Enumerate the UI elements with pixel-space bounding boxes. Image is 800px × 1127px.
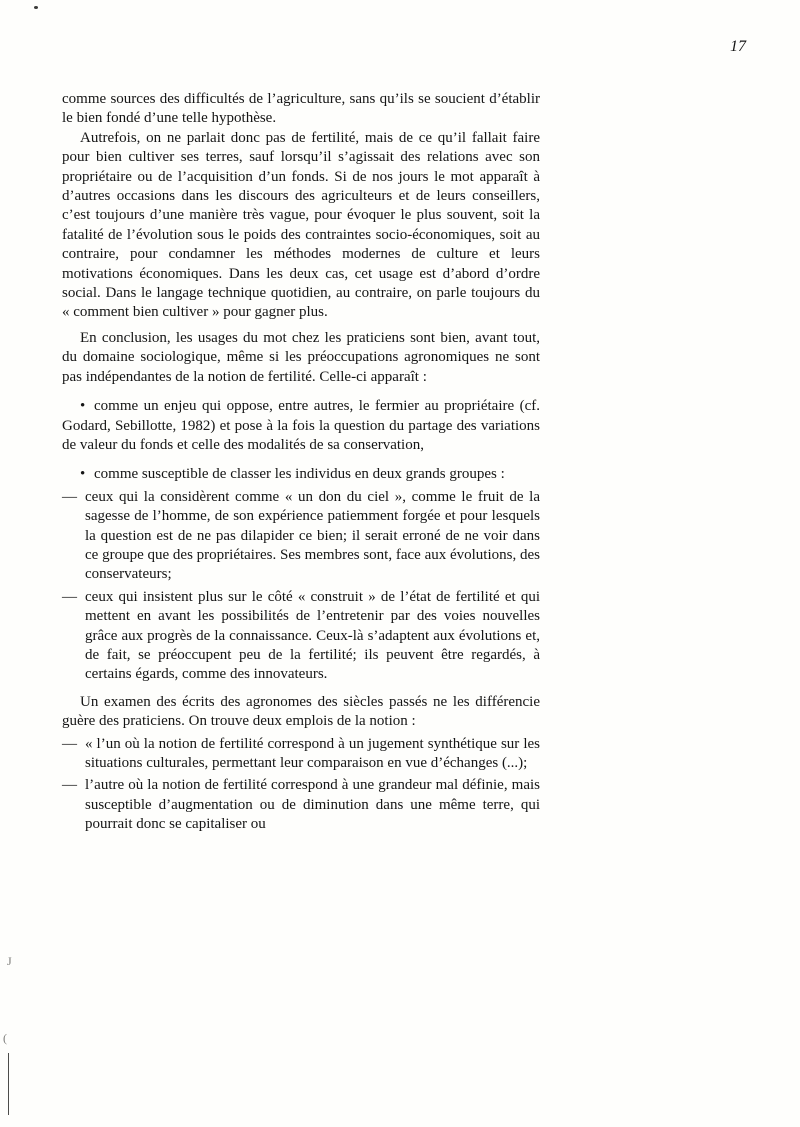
dash-icon: — — [62, 588, 77, 605]
paragraph-autrefois: Autrefois, on ne parlait donc pas de fertilité, mais de ce qu’il fallait faire pour bien cultiver ses terres, sauf lorsqu’il s’agissait des relations avec son propriétaire ou de l’acquisition d’un fonds. Si de nos jours le mot apparaît à d’autres occasions dans les discours des agriculteurs et de leurs conseillers, c’est toujours d’une manière très vague, pour évoquer le plus souvent, soit la fatalité de l’évolution sous le poids des contraintes socio-économiques, soit au contraire, pour condamner les méthodes modernes de culture et leurs motivations économiques. Dans les deux cas, cet usage est d’abord d’ordre social. Dans le langage technique quotidien, au contraire, on parle toujours du « comment bien cultiver » pour gagner plus. — [62, 129, 540, 321]
dash-text: l’autre où la notion de fertilité correspond à une grandeur mal définie, mais susceptible d’augmentation ou de diminution dans une même terre, qui pourrait donc se capitaliser ou — [85, 777, 540, 833]
dash-item — [62, 588, 540, 685]
scan-artifact: ( — [3, 1031, 7, 1045]
dash-text: ceux qui la considèrent comme « un don du ciel », comme le fruit de la sagesse de l’homme, de son expérience patiemment forgée et pour lesquels la question est de ne pas dilapider ce bien; il serait erroné de ne voir dans ce groupe que des propriétaires. Ses membres sont, face aux évolutions, des conservateurs; — [85, 488, 540, 583]
dash-icon: — — [62, 735, 77, 752]
bullet-icon: • — [80, 398, 86, 415]
dash-icon: — — [62, 777, 77, 794]
scan-artifact — [8, 1053, 9, 1115]
bullet-item — [62, 397, 540, 455]
paragraph-examen: Un examen des écrits des agronomes des siècles passés ne les différencie guère des praticiens. On trouve deux emplois de la notion : — [62, 693, 540, 730]
bullet-text: comme susceptible de classer les individus en deux grands groupes : — [94, 466, 505, 483]
dash-text: « l’un où la notion de fertilité correspond à un jugement synthétique sur les situations culturales, permettant leur comparaison en vue d’échanges (...); — [85, 735, 540, 771]
scan-artifact — [34, 6, 38, 9]
bullet-icon: • — [80, 466, 86, 483]
paragraph-intro: comme sources des difficultés de l’agriculture, sans qu’ils se soucient d’établir le bien fondé d’une telle hypothèse. — [62, 91, 540, 127]
dash-item — [62, 735, 540, 774]
page-number: 17 — [730, 38, 746, 55]
dash-text: ceux qui insistent plus sur le côté « construit » de l’état de fertilité et qui mettent en avant les possibilités de l’entretenir par des voies nouvelles grâce aux progrès de la connaissance. Ceux-là s’adaptent aux évolutions et, de fait, se préoccupent peu de la fertilité; ils peuvent être regardés, à certains égards, comme des innovateurs. — [85, 588, 540, 683]
dash-icon: — — [62, 488, 77, 505]
scan-artifact: J — [7, 954, 12, 968]
bullet-text: comme un enjeu qui oppose, entre autres, le fermier au propriétaire (cf. Godard, Sebillotte, 1982) et pose à la fois la question du partage des variations de valeur du fonds et celle des modalités de sa conservation, — [62, 398, 540, 453]
dash-item — [62, 488, 540, 585]
text-column — [62, 90, 540, 835]
bullet-item — [62, 465, 540, 484]
dash-item — [62, 776, 540, 834]
paragraph-conclusion: En conclusion, les usages du mot chez les praticiens sont bien, avant tout, du domaine sociologique, même si les préoccupations agronomiques ne sont pas indépendantes de la notion de fertilité. Celle-ci apparaît : — [62, 329, 540, 385]
